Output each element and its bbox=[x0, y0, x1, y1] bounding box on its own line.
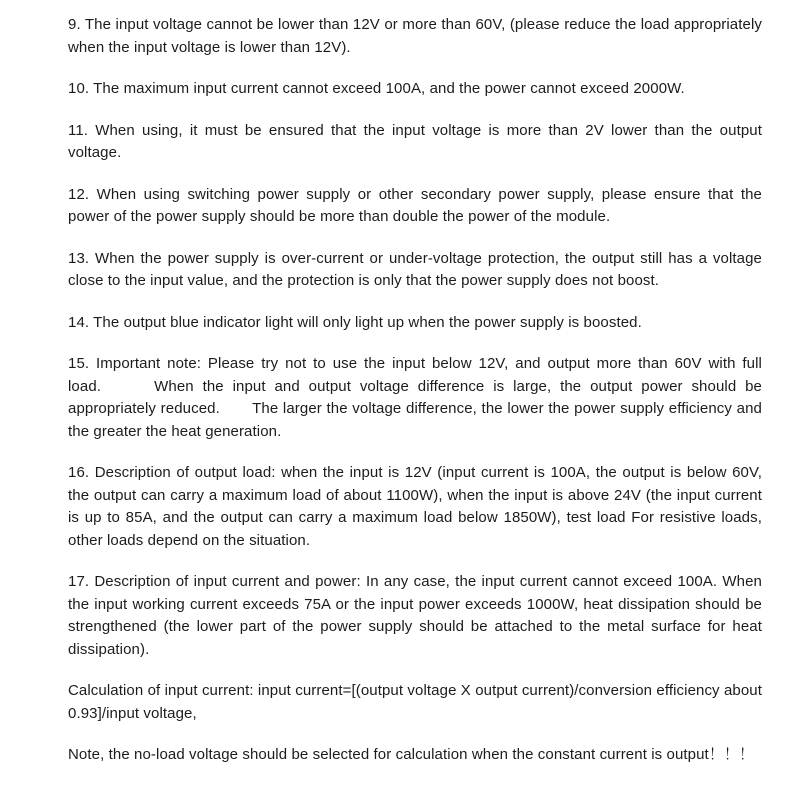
paragraph-item-12: 12. When using switching power supply or other secondary power supply, please ensure that the power of the power supply should be more than double the power of the module. bbox=[68, 185, 762, 225]
paragraph-calculation-note: Calculation of input current: input current=[(output voltage X output current)/conversion efficiency about 0.93]/input voltage, bbox=[68, 682, 762, 722]
paragraph-item-10: 10. The maximum input current cannot exceed 100A, and the power cannot exceed 2000W. bbox=[68, 80, 685, 97]
paragraph-item-16: 16. Description of output load: when the input is 12V (input current is 100A, the output is below 60V, the output can carry a maximum load of about 1100W), when the input is above 24V (the input current is up to 85A, and the output can carry a maximum load below 1850W), test load For resistive loads, other loads depend on the situation. bbox=[68, 464, 762, 549]
paragraph-item-15: 15. Important note: Please try not to use the input below 12V, and output more than 60V with full load. When the input and output voltage difference is large, the output power should be appropriately reduced. The larger the voltage difference, the lower the power supply efficiency and the greater the heat generation. bbox=[68, 355, 762, 440]
instructions-text-block bbox=[68, 14, 762, 767]
paragraph-item-13: 13. When the power supply is over-current or under-voltage protection, the output still has a voltage close to the input value, and the protection is only that the power supply does not boost. bbox=[68, 249, 762, 289]
paragraph-item-11: 11. When using, it must be ensured that the input voltage is more than 2V lower than the output voltage. bbox=[68, 121, 762, 161]
paragraph-item-9: 9. The input voltage cannot be lower than 12V or more than 60V, (please reduce the load appropriately when the input voltage is lower than 12V). bbox=[68, 16, 762, 56]
paragraph-item-17: 17. Description of input current and power: In any case, the input current cannot exceed 100A. When the input working current exceeds 75A or the input power exceeds 1000W, heat dissipation should be strengthened (the lower part of the power supply should be attached to the metal surface for heat dissipation). bbox=[68, 573, 762, 658]
paragraph-item-14: 14. The output blue indicator light will only light up when the power supply is boosted. bbox=[68, 313, 642, 331]
paragraph-final-note: Note, the no-load voltage should be selected for calculation when the constant current is output！！！ bbox=[68, 746, 755, 763]
